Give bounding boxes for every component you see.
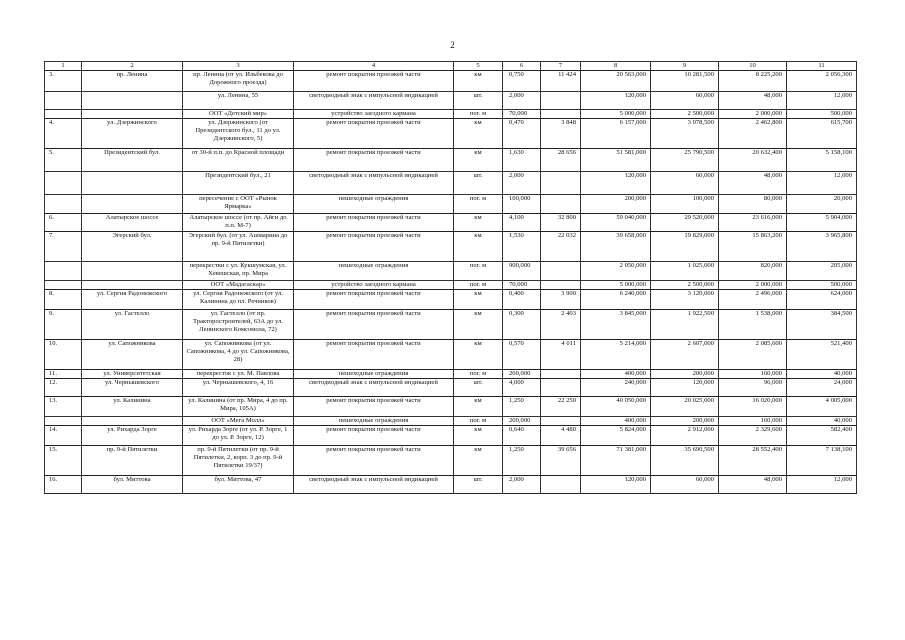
cell-local-share: 24,000: [787, 379, 857, 397]
header-row: [45, 62, 857, 71]
column-header: 6: [503, 62, 541, 71]
cell-section-location: ул. Сапожникова (от ул. Сапожникова, 4 до ул. Сапожникова, 28): [183, 340, 294, 370]
table-row: [45, 417, 857, 426]
cell-local-share: 7 138,100: [787, 446, 857, 476]
cell-street-name: пр. Ленина: [82, 71, 183, 92]
cell-regional-share: 160,000: [719, 370, 787, 379]
cell-area: [541, 92, 581, 110]
cell-regional-share: 28 552,400: [719, 446, 787, 476]
table-row: [45, 476, 857, 494]
cell-federal-share: 1 922,500: [651, 310, 719, 340]
cell-quantity: 2,000: [503, 92, 541, 110]
cell-area: 3 900: [541, 290, 581, 310]
cell-quantity: 0,570: [503, 340, 541, 370]
cell-quantity: 200,000: [503, 417, 541, 426]
cell-street-name: ул. Университетская: [82, 370, 183, 379]
cell-item-number: 9.: [45, 310, 82, 340]
cell-local-share: 500,000: [787, 281, 857, 290]
cell-local-share: 4 005,000: [787, 397, 857, 417]
cell-unit: км: [454, 426, 503, 446]
table-row: [45, 397, 857, 417]
cell-area: 32 800: [541, 214, 581, 232]
cell-total-cost: 5 824,000: [581, 426, 651, 446]
cell-item-number: 5.: [45, 149, 82, 172]
cell-total-cost: 120,000: [581, 92, 651, 110]
cell-quantity: 4,000: [503, 379, 541, 397]
cell-work-type: ремонт покрытия проезжей части: [294, 119, 454, 149]
cell-local-share: 12,000: [787, 92, 857, 110]
cell-local-share: 40,000: [787, 370, 857, 379]
cell-local-share: 615,700: [787, 119, 857, 149]
cell-work-type: ремонт покрытия проезжей части: [294, 232, 454, 262]
cell-work-type: ремонт покрытия проезжей части: [294, 446, 454, 476]
cell-area: [541, 110, 581, 119]
cell-section-location: пересечение с ООТ «Рынок Ярмарка»: [183, 195, 294, 214]
cell-federal-share: 35 690,500: [651, 446, 719, 476]
cell-item-number: 7.: [45, 232, 82, 262]
cell-item-number: [45, 281, 82, 290]
cell-section-location: ул. Дзержинского (от Президентского бул., 11 до ул. Дзержинского, 5): [183, 119, 294, 149]
cell-area: [541, 195, 581, 214]
cell-local-share: 384,500: [787, 310, 857, 340]
cell-total-cost: 400,000: [581, 417, 651, 426]
cell-street-name: ул. Сапожникова: [82, 340, 183, 370]
cell-street-name: [82, 195, 183, 214]
column-header: 7: [541, 62, 581, 71]
cell-item-number: [45, 92, 82, 110]
cell-area: [541, 172, 581, 195]
cell-unit: шт.: [454, 172, 503, 195]
cell-street-name: Президентский бул.: [82, 149, 183, 172]
cell-street-name: бул. Миттова: [82, 476, 183, 494]
cell-total-cost: 6 157,000: [581, 119, 651, 149]
table-row: [45, 446, 857, 476]
table-body: [45, 71, 857, 494]
cell-item-number: [45, 195, 82, 214]
cell-regional-share: 15 863,200: [719, 232, 787, 262]
cell-item-number: 16.: [45, 476, 82, 494]
cell-unit: пог. м: [454, 417, 503, 426]
cell-item-number: 13.: [45, 397, 82, 417]
table-row: [45, 426, 857, 446]
cell-work-type: ремонт покрытия проезжей части: [294, 426, 454, 446]
cell-street-name: [82, 262, 183, 281]
cell-local-share: 5 904,000: [787, 214, 857, 232]
cell-total-cost: 51 581,000: [581, 149, 651, 172]
cell-total-cost: 5 000,000: [581, 110, 651, 119]
cell-quantity: 200,000: [503, 370, 541, 379]
cell-section-location: перекресток с ул. М. Павлова: [183, 370, 294, 379]
cell-federal-share: 2 607,000: [651, 340, 719, 370]
cell-regional-share: 2 000,000: [719, 110, 787, 119]
cell-work-type: ремонт покрытия проезжей части: [294, 340, 454, 370]
cell-area: 22 250: [541, 397, 581, 417]
cell-section-location: ул. Рихарда Зорге (от ул. Р. Зорге, 1 до ул. Р. Зорге, 12): [183, 426, 294, 446]
cell-section-location: ООТ «Детский мир»: [183, 110, 294, 119]
cell-local-share: 521,400: [787, 340, 857, 370]
cell-street-name: ул. Сергия Радонежского: [82, 290, 183, 310]
cell-street-name: [82, 172, 183, 195]
cell-total-cost: 400,000: [581, 370, 651, 379]
cell-regional-share: 1 538,000: [719, 310, 787, 340]
cell-item-number: [45, 110, 82, 119]
cell-quantity: 100,000: [503, 195, 541, 214]
cell-work-type: пешеходные ограждения: [294, 370, 454, 379]
cell-federal-share: 3 120,000: [651, 290, 719, 310]
cell-total-cost: 2 050,000: [581, 262, 651, 281]
cell-area: [541, 379, 581, 397]
cell-local-share: 205,000: [787, 262, 857, 281]
cell-total-cost: 200,000: [581, 195, 651, 214]
column-header: 5: [454, 62, 503, 71]
cell-work-type: светодиодный знак с импульсной индикацией: [294, 172, 454, 195]
cell-quantity: 1,250: [503, 397, 541, 417]
cell-local-share: 3 965,800: [787, 232, 857, 262]
cell-total-cost: 6 240,000: [581, 290, 651, 310]
cell-quantity: 1,250: [503, 446, 541, 476]
cell-area: 4 011: [541, 340, 581, 370]
cell-item-number: 10.: [45, 340, 82, 370]
cell-area: 39 656: [541, 446, 581, 476]
cell-quantity: 2,000: [503, 172, 541, 195]
cell-federal-share: 1 025,000: [651, 262, 719, 281]
cell-section-location: ул. Чернышевского, 4, 16: [183, 379, 294, 397]
cell-unit: км: [454, 340, 503, 370]
column-header: 3: [183, 62, 294, 71]
cell-section-location: Алатырское шоссе (от пр. Айги до п.п. М-7): [183, 214, 294, 232]
cell-street-name: ул. Рихарда Зорге: [82, 426, 183, 446]
cell-federal-share: 20 025,000: [651, 397, 719, 417]
cell-area: 22 032: [541, 232, 581, 262]
cell-unit: км: [454, 397, 503, 417]
cell-local-share: 2 056,300: [787, 71, 857, 92]
cell-item-number: 3.: [45, 71, 82, 92]
cell-area: 11 424: [541, 71, 581, 92]
cell-quantity: 0,300: [503, 310, 541, 340]
cell-work-type: светодиодный знак с импульсной индикацией: [294, 476, 454, 494]
cell-work-type: пешеходные ограждения: [294, 417, 454, 426]
works-table: [44, 61, 857, 494]
cell-federal-share: 120,000: [651, 379, 719, 397]
cell-quantity: 0,640: [503, 426, 541, 446]
table-row: [45, 290, 857, 310]
cell-quantity: 0,400: [503, 290, 541, 310]
cell-regional-share: 2 000,000: [719, 281, 787, 290]
cell-section-location: от 30-й п.п. до Красной площади: [183, 149, 294, 172]
table-row: [45, 119, 857, 149]
cell-total-cost: 40 050,000: [581, 397, 651, 417]
cell-item-number: 11.: [45, 370, 82, 379]
column-header: 11: [787, 62, 857, 71]
cell-area: [541, 476, 581, 494]
table-row: [45, 379, 857, 397]
table-row: [45, 340, 857, 370]
cell-section-location: ул. Калинина (от пр. Мира, 4 до пр. Мира, 105А): [183, 397, 294, 417]
cell-regional-share: 2 085,600: [719, 340, 787, 370]
cell-total-cost: 120,000: [581, 172, 651, 195]
cell-unit: км: [454, 310, 503, 340]
cell-section-location: бул. Миттова, 47: [183, 476, 294, 494]
cell-regional-share: 2 496,000: [719, 290, 787, 310]
cell-quantity: 70,000: [503, 110, 541, 119]
cell-local-share: 12,000: [787, 476, 857, 494]
cell-federal-share: 200,000: [651, 417, 719, 426]
cell-federal-share: 200,000: [651, 370, 719, 379]
cell-section-location: ООТ «Мега Молл»: [183, 417, 294, 426]
cell-regional-share: 2 329,600: [719, 426, 787, 446]
cell-street-name: [82, 92, 183, 110]
cell-work-type: ремонт покрытия проезжей части: [294, 310, 454, 340]
cell-local-share: 5 158,100: [787, 149, 857, 172]
cell-regional-share: 16 020,000: [719, 397, 787, 417]
cell-street-name: [82, 281, 183, 290]
cell-item-number: 12.: [45, 379, 82, 397]
cell-regional-share: 96,000: [719, 379, 787, 397]
cell-local-share: 40,000: [787, 417, 857, 426]
cell-unit: пог. м: [454, 195, 503, 214]
page-number: 2: [450, 40, 455, 50]
cell-section-location: пр. 9-й Пятилетки (от пр. 9-й Пятилетки, 2, корп. 3 до пр. 9-й Пятилетки 19/37): [183, 446, 294, 476]
cell-total-cost: 5 000,000: [581, 281, 651, 290]
cell-regional-share: 820,000: [719, 262, 787, 281]
cell-section-location: ул. Ленина, 55: [183, 92, 294, 110]
cell-federal-share: 3 078,500: [651, 119, 719, 149]
cell-quantity: 4,100: [503, 214, 541, 232]
cell-area: 4 480: [541, 426, 581, 446]
cell-unit: пог. м: [454, 110, 503, 119]
cell-total-cost: 5 214,000: [581, 340, 651, 370]
table-row: [45, 370, 857, 379]
cell-item-number: 14.: [45, 426, 82, 446]
cell-local-share: 624,000: [787, 290, 857, 310]
column-header: 1: [45, 62, 82, 71]
cell-item-number: [45, 172, 82, 195]
cell-total-cost: 240,000: [581, 379, 651, 397]
table-row: [45, 92, 857, 110]
cell-item-number: 8.: [45, 290, 82, 310]
cell-item-number: [45, 417, 82, 426]
cell-area: 2 403: [541, 310, 581, 340]
cell-federal-share: 2 500,000: [651, 110, 719, 119]
cell-work-type: светодиодный знак с импульсной индикацией: [294, 379, 454, 397]
cell-section-location: пр. Ленина (от ул. Ильбекова до Дорожного проезда): [183, 71, 294, 92]
cell-total-cost: 39 658,000: [581, 232, 651, 262]
cell-section-location: Президентский бул., 21: [183, 172, 294, 195]
table-row: [45, 195, 857, 214]
cell-unit: км: [454, 119, 503, 149]
table-row: [45, 214, 857, 232]
cell-quantity: 1,630: [503, 149, 541, 172]
cell-local-share: 12,000: [787, 172, 857, 195]
cell-federal-share: 19 829,000: [651, 232, 719, 262]
cell-unit: км: [454, 149, 503, 172]
cell-federal-share: 2 912,000: [651, 426, 719, 446]
cell-quantity: 2,000: [503, 476, 541, 494]
cell-regional-share: 160,000: [719, 417, 787, 426]
cell-regional-share: 23 616,000: [719, 214, 787, 232]
cell-street-name: ул. Гастелло: [82, 310, 183, 340]
cell-quantity: 70,000: [503, 281, 541, 290]
cell-work-type: светодиодный знак с импульсной индикацией: [294, 92, 454, 110]
cell-work-type: пешеходные ограждения: [294, 262, 454, 281]
cell-total-cost: 120,000: [581, 476, 651, 494]
cell-federal-share: 25 790,500: [651, 149, 719, 172]
cell-unit: пог. м: [454, 370, 503, 379]
cell-work-type: ремонт покрытия проезжей части: [294, 290, 454, 310]
cell-federal-share: 100,000: [651, 195, 719, 214]
cell-federal-share: 60,000: [651, 92, 719, 110]
cell-street-name: ул. Дзержинского: [82, 119, 183, 149]
cell-street-name: ул. Калинина: [82, 397, 183, 417]
cell-quantity: 900,000: [503, 262, 541, 281]
cell-unit: км: [454, 214, 503, 232]
cell-federal-share: 10 281,500: [651, 71, 719, 92]
cell-local-share: 20,000: [787, 195, 857, 214]
cell-item-number: 4.: [45, 119, 82, 149]
cell-regional-share: 80,000: [719, 195, 787, 214]
cell-section-location: Эгерский бул. (от ул. Ашмарина до пр. 9-й Пятилетки): [183, 232, 294, 262]
cell-street-name: Алатырское шоссе: [82, 214, 183, 232]
table-row: [45, 172, 857, 195]
column-header: 9: [651, 62, 719, 71]
cell-quantity: 1,530: [503, 232, 541, 262]
cell-total-cost: 3 845,000: [581, 310, 651, 340]
cell-work-type: ремонт покрытия проезжей части: [294, 397, 454, 417]
cell-area: 28 656: [541, 149, 581, 172]
cell-total-cost: 71 381,000: [581, 446, 651, 476]
cell-street-name: Эгерский бул.: [82, 232, 183, 262]
table-row: [45, 110, 857, 119]
cell-area: [541, 281, 581, 290]
table-row: [45, 232, 857, 262]
cell-total-cost: 20 563,000: [581, 71, 651, 92]
cell-unit: шт.: [454, 92, 503, 110]
cell-item-number: 6.: [45, 214, 82, 232]
cell-section-location: ООТ «Мадагаскар»: [183, 281, 294, 290]
cell-area: 3 848: [541, 119, 581, 149]
cell-item-number: 15.: [45, 446, 82, 476]
cell-federal-share: 29 520,000: [651, 214, 719, 232]
cell-unit: пог. м: [454, 262, 503, 281]
table-row: [45, 281, 857, 290]
cell-local-share: 582,400: [787, 426, 857, 446]
column-header: 10: [719, 62, 787, 71]
cell-area: [541, 370, 581, 379]
table-row: [45, 262, 857, 281]
table-row: [45, 71, 857, 92]
cell-item-number: [45, 262, 82, 281]
cell-regional-share: 48,000: [719, 172, 787, 195]
table-row: [45, 149, 857, 172]
cell-unit: пог. м: [454, 281, 503, 290]
cell-area: [541, 417, 581, 426]
cell-unit: км: [454, 446, 503, 476]
cell-unit: км: [454, 232, 503, 262]
cell-unit: км: [454, 71, 503, 92]
cell-regional-share: 8 225,200: [719, 71, 787, 92]
cell-section-location: перекрестки с ул. Кукшумская, ул. Хевешская, пр. Мира: [183, 262, 294, 281]
cell-unit: шт.: [454, 476, 503, 494]
cell-work-type: ремонт покрытия проезжей части: [294, 214, 454, 232]
cell-regional-share: 2 462,800: [719, 119, 787, 149]
cell-local-share: 500,000: [787, 110, 857, 119]
cell-work-type: ремонт покрытия проезжей части: [294, 149, 454, 172]
cell-total-cost: 59 040,000: [581, 214, 651, 232]
cell-quantity: 0,750: [503, 71, 541, 92]
cell-area: [541, 262, 581, 281]
column-header: 8: [581, 62, 651, 71]
cell-quantity: 0,470: [503, 119, 541, 149]
cell-street-name: ул. Чернышевского: [82, 379, 183, 397]
cell-work-type: устройство заездного кармана: [294, 281, 454, 290]
cell-regional-share: 48,000: [719, 92, 787, 110]
cell-unit: шт.: [454, 379, 503, 397]
cell-unit: км: [454, 290, 503, 310]
cell-street-name: пр. 9-й Пятилетки: [82, 446, 183, 476]
table-row: [45, 310, 857, 340]
cell-street-name: [82, 417, 183, 426]
cell-regional-share: 20 632,400: [719, 149, 787, 172]
cell-section-location: ул. Сергия Радонежского (от ул. Калинина до пл. Речников): [183, 290, 294, 310]
column-header: 4: [294, 62, 454, 71]
cell-work-type: устройство заездного кармана: [294, 110, 454, 119]
cell-federal-share: 60,000: [651, 172, 719, 195]
cell-street-name: [82, 110, 183, 119]
column-header: 2: [82, 62, 183, 71]
cell-work-type: пешеходные ограждения: [294, 195, 454, 214]
cell-regional-share: 48,000: [719, 476, 787, 494]
cell-federal-share: 2 500,000: [651, 281, 719, 290]
cell-work-type: ремонт покрытия проезжей части: [294, 71, 454, 92]
cell-federal-share: 60,000: [651, 476, 719, 494]
cell-section-location: ул. Гастелло (от пр. Тракторостроителей, 63А до ул. Ленинского Комсомола, 72): [183, 310, 294, 340]
